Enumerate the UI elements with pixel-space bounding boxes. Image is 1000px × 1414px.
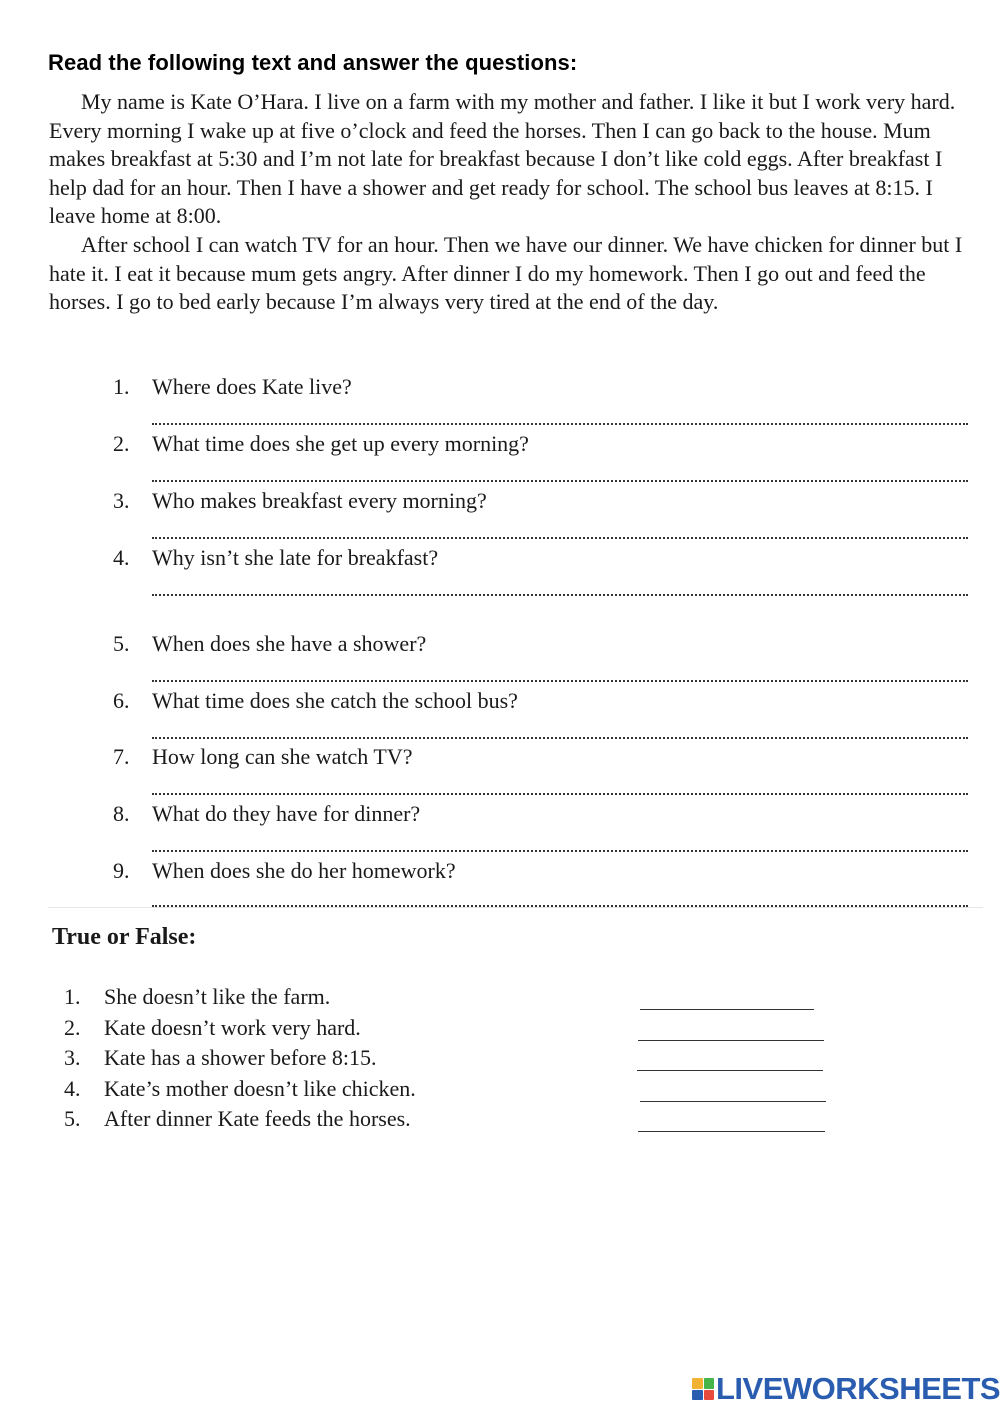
question-text: When does she do her homework? [152,858,456,883]
true-false-answer-3[interactable] [637,1070,823,1071]
item-number: 3. [64,1045,81,1070]
question-number: 8. [113,801,130,826]
question-text: Why isn’t she late for breakfast? [152,545,439,570]
question-text: When does she have a shower? [152,631,427,656]
item-number: 1. [64,984,81,1009]
answer-line-2[interactable] [152,480,968,482]
question-text: What time does she get up every morning? [152,431,529,456]
answer-line-4[interactable] [152,594,968,596]
answer-line-1[interactable] [152,423,968,425]
true-false-answer-5[interactable] [638,1131,825,1132]
logo-text: LIVEWORKSHEETS [716,1371,1000,1406]
question-text: What time does she catch the school bus? [152,688,518,713]
liveworksheets-logo [692,1371,1000,1406]
item-statement: Kate has a shower before 8:15. [104,1045,377,1070]
item-statement: Kate doesn’t work very hard. [104,1015,361,1040]
question-number: 4. [113,545,130,570]
item-number: 2. [64,1015,81,1040]
true-false-answer-1[interactable] [640,1009,814,1010]
passage-paragraph-1: My name is Kate O’Hara. I live on a farm with my mother and father. I like it but I work very hard. Every morning I wake up at five o’clock and feed the horses. Then I can go back to the house. Mum makes breakfast at 5:30 and I’m not late for breakfast because I don’t like cold eggs. After breakfast I help dad for an hour. Then I have a shower and get ready for school. The school bus leaves at 8:15. I leave home at 8:00. [49,89,956,229]
item-statement: After dinner Kate feeds the horses. [104,1106,411,1131]
true-false-answer-2[interactable] [638,1040,824,1041]
true-false-heading: True or False: [52,924,197,950]
question-number: 3. [113,488,130,513]
question-text: Who makes breakfast every morning? [152,488,487,513]
question-text: How long can she watch TV? [152,744,413,769]
question-number: 9. [113,858,130,883]
passage-paragraph-2: After school I can watch TV for an hour. Then we have our dinner. We have chicken for dinner but I hate it. I eat it because mum gets angry. After dinner I do my homework. Then I go out and feed the horses. I go to bed early because I’m always very tired at the end of the day. [49,231,963,315]
question-text: What do they have for dinner? [152,801,421,826]
reading-passage [49,88,979,317]
true-false-answer-4[interactable] [640,1101,826,1102]
section-divider [48,907,983,908]
answer-line-6[interactable] [152,737,968,739]
item-number: 4. [64,1076,81,1101]
answer-line-5[interactable] [152,680,968,682]
item-number: 5. [64,1106,81,1131]
answer-line-8[interactable] [152,850,968,852]
item-statement: Kate’s mother doesn’t like chicken. [104,1076,416,1101]
question-number: 2. [113,431,130,456]
question-text: Where does Kate live? [152,374,352,399]
question-number: 1. [113,374,130,399]
question-number: 7. [113,744,130,769]
answer-line-7[interactable] [152,793,968,795]
question-number: 5. [113,631,130,656]
question-number: 6. [113,688,130,713]
answer-line-3[interactable] [152,537,968,539]
logo-grid-icon [692,1378,714,1400]
instructions-heading: Read the following text and answer the questions: [48,50,578,75]
item-statement: She doesn’t like the farm. [104,984,331,1009]
